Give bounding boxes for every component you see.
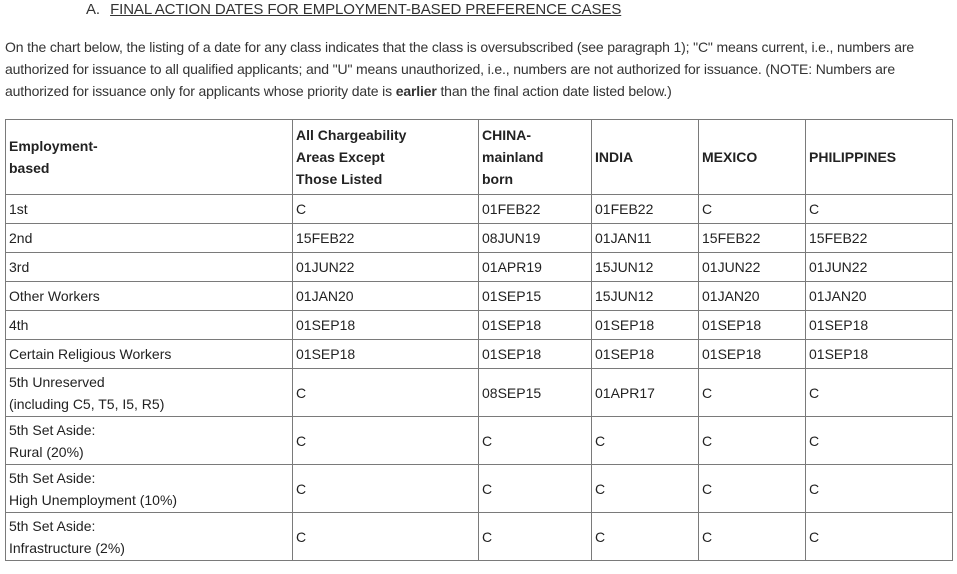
row-label-cell <box>6 340 293 369</box>
row-label: 5th Unreserved <box>9 373 105 390</box>
row-label-cell <box>6 311 293 340</box>
table-row <box>6 195 953 224</box>
date-cell-china: 08SEP15 <box>479 369 592 417</box>
date-cell-india: 01SEP18 <box>592 311 699 340</box>
date-cell-all-chargeability: 01JUN22 <box>293 253 479 282</box>
table-row <box>6 465 953 513</box>
header-line: CHINA- <box>482 127 531 143</box>
table-row <box>6 224 953 253</box>
date-cell-india: 01FEB22 <box>592 195 699 224</box>
date-cell-all-chargeability: C <box>293 369 479 417</box>
intro-text-end: than the final action date listed below.) <box>436 83 672 99</box>
table-row <box>6 340 953 369</box>
row-label: (including C5, T5, I5, R5) <box>9 395 165 412</box>
header-line: Areas Except <box>296 149 385 165</box>
column-header-china <box>479 120 592 195</box>
row-label-cell <box>6 465 293 513</box>
date-cell-all-chargeability: 01JAN20 <box>293 282 479 311</box>
header-line: mainland <box>482 149 544 165</box>
date-cell-mexico: C <box>699 195 806 224</box>
section-heading <box>86 1 621 19</box>
column-header-all-chargeability <box>293 120 479 195</box>
date-cell-all-chargeability: C <box>293 195 479 224</box>
date-cell-mexico: C <box>699 369 806 417</box>
date-cell-china: 01FEB22 <box>479 195 592 224</box>
row-label: 4th <box>9 317 29 333</box>
row-label-cell <box>6 282 293 311</box>
date-cell-india: 15JUN12 <box>592 282 699 311</box>
date-cell-philippines: 01JAN20 <box>806 282 953 311</box>
table-row <box>6 311 953 340</box>
date-cell-philippines: C <box>806 369 953 417</box>
table-body <box>6 195 953 561</box>
header-line: based <box>9 160 50 176</box>
row-label: Other Workers <box>9 288 100 304</box>
row-label: Rural (20%) <box>9 443 84 460</box>
date-cell-all-chargeability: C <box>293 417 479 465</box>
intro-paragraph <box>5 36 953 102</box>
row-label: 2nd <box>9 230 33 246</box>
table-row <box>6 417 953 465</box>
date-cell-mexico: C <box>699 417 806 465</box>
date-cell-all-chargeability: C <box>293 513 479 561</box>
row-label-cell <box>6 195 293 224</box>
header-line: INDIA <box>595 149 634 165</box>
header-line: born <box>482 171 514 187</box>
date-cell-mexico: 01JUN22 <box>699 253 806 282</box>
date-cell-china: 01SEP18 <box>479 311 592 340</box>
date-cell-all-chargeability: C <box>293 465 479 513</box>
date-cell-mexico: C <box>699 465 806 513</box>
date-cell-china: 08JUN19 <box>479 224 592 253</box>
date-cell-india: 01JAN11 <box>592 224 699 253</box>
date-cell-china: 01APR19 <box>479 253 592 282</box>
date-cell-india: 15JUN12 <box>592 253 699 282</box>
row-label: Certain Religious Workers <box>9 346 172 362</box>
column-header-india <box>592 120 699 195</box>
date-cell-philippines: 01SEP18 <box>806 311 953 340</box>
date-cell-india: C <box>592 417 699 465</box>
header-line: MEXICO <box>702 149 758 165</box>
date-cell-all-chargeability: 01SEP18 <box>293 311 479 340</box>
row-label: 5th Set Aside: <box>9 421 96 438</box>
row-label-cell <box>6 369 293 417</box>
section-title: FINAL ACTION DATES FOR EMPLOYMENT-BASED PREFERENCE CASES <box>110 1 622 18</box>
column-header-mexico <box>699 120 806 195</box>
row-label-cell <box>6 513 293 561</box>
date-cell-philippines: 15FEB22 <box>806 224 953 253</box>
row-label: 1st <box>9 201 28 217</box>
date-cell-india: 01SEP18 <box>592 340 699 369</box>
date-cell-china: C <box>479 513 592 561</box>
date-cell-china: 01SEP18 <box>479 340 592 369</box>
column-header-employment-based <box>6 120 293 195</box>
header-line: Those Listed <box>296 171 383 187</box>
row-label: 5th Set Aside: <box>9 469 96 486</box>
date-cell-india: 01APR17 <box>592 369 699 417</box>
column-header-philippines <box>806 120 953 195</box>
row-label: High Unemployment (10%) <box>9 491 178 508</box>
date-cell-all-chargeability: 01SEP18 <box>293 340 479 369</box>
final-action-dates-table <box>5 119 953 561</box>
date-cell-china: 01SEP15 <box>479 282 592 311</box>
header-line: All Chargeability <box>296 127 407 143</box>
intro-emphasis: earlier <box>395 83 437 99</box>
date-cell-mexico: 01SEP18 <box>699 311 806 340</box>
date-cell-mexico: 01JAN20 <box>699 282 806 311</box>
row-label-cell <box>6 224 293 253</box>
intro-text: On the chart below, the listing of a date for any class indicates that the class is oversubscribed (see paragraph 1); "C" means current, i.e., numbers are authorized for issuance to all qualified applicants; and "U" means unauthorized, i.e., numbers are not authorized for issuance. (NOTE: Numbers are authorized for issuance only for applicants whose priority date is <box>5 39 914 99</box>
date-cell-india: C <box>592 465 699 513</box>
date-cell-philippines: C <box>806 465 953 513</box>
table-row <box>6 282 953 311</box>
table-header-row <box>6 120 953 195</box>
row-label: 3rd <box>9 259 30 275</box>
date-cell-india: C <box>592 513 699 561</box>
date-cell-philippines: 01JUN22 <box>806 253 953 282</box>
row-label: Infrastructure (2%) <box>9 539 125 556</box>
table-row <box>6 513 953 561</box>
date-cell-all-chargeability: 15FEB22 <box>293 224 479 253</box>
date-cell-philippines: 01SEP18 <box>806 340 953 369</box>
table-row <box>6 253 953 282</box>
date-cell-mexico: 01SEP18 <box>699 340 806 369</box>
row-label-cell <box>6 417 293 465</box>
date-cell-china: C <box>479 465 592 513</box>
date-cell-philippines: C <box>806 513 953 561</box>
date-cell-china: C <box>479 417 592 465</box>
header-line: Employment- <box>9 138 98 154</box>
table-row <box>6 369 953 417</box>
date-cell-philippines: C <box>806 417 953 465</box>
header-line: PHILIPPINES <box>809 149 897 165</box>
row-label: 5th Set Aside: <box>9 517 96 534</box>
date-cell-philippines: C <box>806 195 953 224</box>
section-letter: A. <box>86 1 100 18</box>
date-cell-mexico: C <box>699 513 806 561</box>
row-label-cell <box>6 253 293 282</box>
date-cell-mexico: 15FEB22 <box>699 224 806 253</box>
